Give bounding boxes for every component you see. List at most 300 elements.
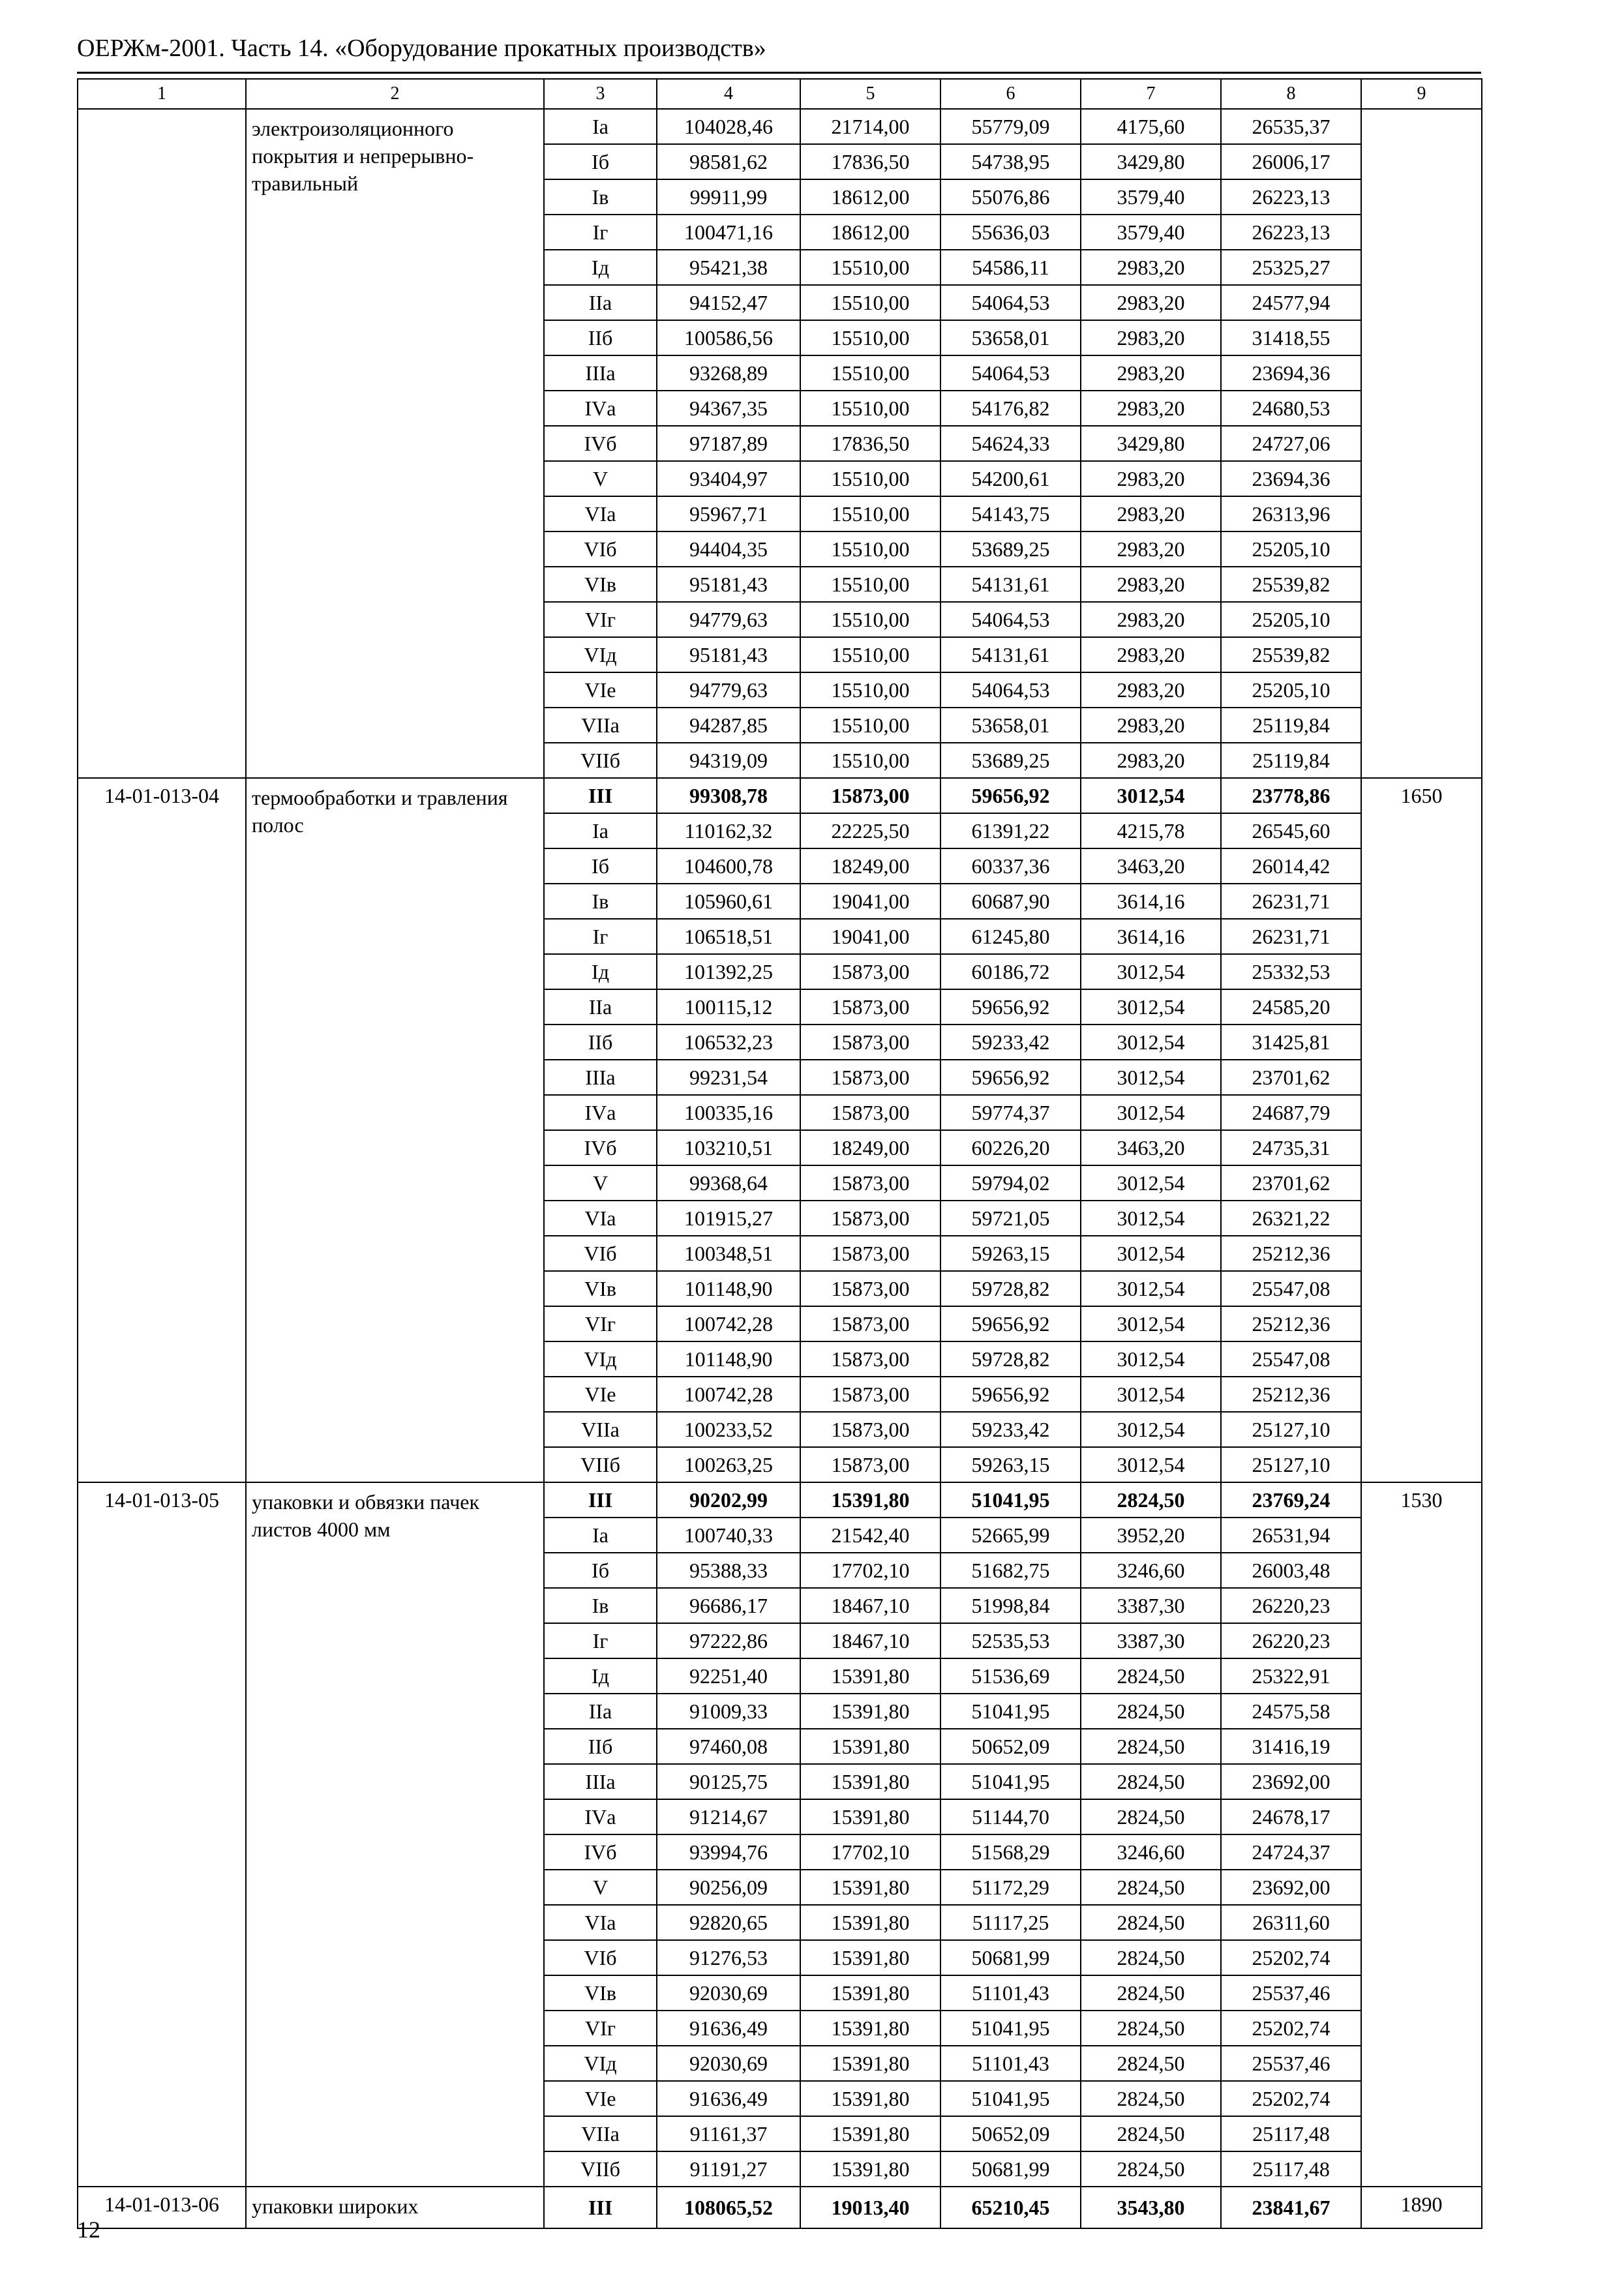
machine-cost-cell: 54586,11: [940, 250, 1081, 285]
total-cost-cell: 92030,69: [657, 2046, 800, 2081]
operator-wage-cell: 2983,20: [1081, 461, 1221, 496]
labor-hours-cell: 1530: [1361, 1482, 1482, 2187]
total-cost-cell: 97187,89: [657, 426, 800, 461]
labor-hours-cell: 1650: [1361, 778, 1482, 1482]
zone-cell: IVб: [544, 1130, 657, 1165]
zone-cell: Iб: [544, 1553, 657, 1588]
zone-cell: Iа: [544, 109, 657, 144]
zone-cell: VIе: [544, 672, 657, 708]
materials-cost-cell: 23692,00: [1221, 1764, 1361, 1799]
machine-cost-cell: 53689,25: [940, 743, 1081, 778]
machine-cost-cell: 54131,61: [940, 567, 1081, 602]
operator-wage-cell: 2824,50: [1081, 1870, 1221, 1905]
total-cost-cell: 94404,35: [657, 531, 800, 567]
labor-cost-cell: 15510,00: [800, 743, 940, 778]
labor-cost-cell: 15510,00: [800, 637, 940, 672]
materials-cost-cell: 25205,10: [1221, 602, 1361, 637]
labor-cost-cell: 15391,80: [800, 1799, 940, 1834]
labor-cost-cell: 15873,00: [800, 1271, 940, 1306]
total-cost-cell: 91636,49: [657, 2011, 800, 2046]
column-number-cell: 6: [940, 79, 1081, 109]
machine-cost-cell: 51101,43: [940, 2046, 1081, 2081]
zone-cell: VIIб: [544, 2151, 657, 2187]
zone-cell: IVа: [544, 391, 657, 426]
operator-wage-cell: 2983,20: [1081, 708, 1221, 743]
rate-code-cell: 14-01-013-06: [78, 2187, 246, 2228]
labor-cost-cell: 15510,00: [800, 708, 940, 743]
zone-cell: III: [544, 778, 657, 813]
total-cost-cell: 106532,23: [657, 1025, 800, 1060]
zone-cell: VIб: [544, 531, 657, 567]
machine-cost-cell: 54143,75: [940, 496, 1081, 531]
total-cost-cell: 110162,32: [657, 813, 800, 848]
materials-cost-cell: 25212,36: [1221, 1377, 1361, 1412]
zone-cell: VIг: [544, 2011, 657, 2046]
labor-hours-cell: 1890: [1361, 2187, 1482, 2228]
machine-cost-cell: 50681,99: [940, 1940, 1081, 1975]
labor-cost-cell: 15510,00: [800, 531, 940, 567]
labor-cost-cell: 15510,00: [800, 496, 940, 531]
operator-wage-cell: 3012,54: [1081, 1341, 1221, 1377]
labor-cost-cell: 15873,00: [800, 1447, 940, 1482]
total-cost-cell: 92030,69: [657, 1975, 800, 2011]
operator-wage-cell: 3012,54: [1081, 1201, 1221, 1236]
operator-wage-cell: 3012,54: [1081, 1412, 1221, 1447]
total-cost-cell: 103210,51: [657, 1130, 800, 1165]
zone-cell: VIд: [544, 1341, 657, 1377]
materials-cost-cell: 25332,53: [1221, 954, 1361, 989]
total-cost-cell: 106518,51: [657, 919, 800, 954]
materials-cost-cell: 24577,94: [1221, 285, 1361, 320]
total-cost-cell: 100335,16: [657, 1095, 800, 1130]
machine-cost-cell: 54738,95: [940, 144, 1081, 179]
total-cost-cell: 104028,46: [657, 109, 800, 144]
operator-wage-cell: 2824,50: [1081, 2011, 1221, 2046]
materials-cost-cell: 26220,23: [1221, 1588, 1361, 1623]
zone-cell: VIб: [544, 1940, 657, 1975]
materials-cost-cell: 24575,58: [1221, 1694, 1361, 1729]
zone-cell: III: [544, 1482, 657, 1518]
machine-cost-cell: 60337,36: [940, 848, 1081, 884]
zone-cell: VIе: [544, 1377, 657, 1412]
machine-cost-cell: 59233,42: [940, 1025, 1081, 1060]
operator-wage-cell: 3012,54: [1081, 989, 1221, 1025]
labor-cost-cell: 15391,80: [800, 1764, 940, 1799]
zone-cell: VIд: [544, 2046, 657, 2081]
materials-cost-cell: 23701,62: [1221, 1060, 1361, 1095]
total-cost-cell: 99308,78: [657, 778, 800, 813]
labor-cost-cell: 15510,00: [800, 672, 940, 708]
materials-cost-cell: 25202,74: [1221, 2011, 1361, 2046]
zone-cell: VIIб: [544, 1447, 657, 1482]
materials-cost-cell: 24680,53: [1221, 391, 1361, 426]
operator-wage-cell: 3463,20: [1081, 848, 1221, 884]
materials-cost-cell: 25539,82: [1221, 637, 1361, 672]
table-row: [78, 2187, 1482, 2228]
machine-cost-cell: 51117,25: [940, 1905, 1081, 1940]
equipment-name-cell: термообработки и травления полос: [246, 778, 544, 1482]
materials-cost-cell: 25202,74: [1221, 1940, 1361, 1975]
machine-cost-cell: 55779,09: [940, 109, 1081, 144]
total-cost-cell: 95421,38: [657, 250, 800, 285]
total-cost-cell: 101148,90: [657, 1271, 800, 1306]
total-cost-cell: 93404,97: [657, 461, 800, 496]
total-cost-cell: 91276,53: [657, 1940, 800, 1975]
labor-cost-cell: 15873,00: [800, 1377, 940, 1412]
operator-wage-cell: 2824,50: [1081, 2116, 1221, 2151]
zone-cell: Iб: [544, 144, 657, 179]
equipment-name-cell: упаковки широких: [246, 2187, 544, 2228]
labor-cost-cell: 15510,00: [800, 285, 940, 320]
labor-cost-cell: 15391,80: [800, 2081, 940, 2116]
materials-cost-cell: 26014,42: [1221, 848, 1361, 884]
total-cost-cell: 91009,33: [657, 1694, 800, 1729]
operator-wage-cell: 3012,54: [1081, 1165, 1221, 1201]
machine-cost-cell: 51041,95: [940, 1694, 1081, 1729]
materials-cost-cell: 26531,94: [1221, 1518, 1361, 1553]
materials-cost-cell: 23694,36: [1221, 355, 1361, 391]
operator-wage-cell: 3463,20: [1081, 1130, 1221, 1165]
materials-cost-cell: 25539,82: [1221, 567, 1361, 602]
materials-cost-cell: 31416,19: [1221, 1729, 1361, 1764]
labor-cost-cell: 15391,80: [800, 1940, 940, 1975]
labor-cost-cell: 15873,00: [800, 1201, 940, 1236]
machine-cost-cell: 59656,92: [940, 1377, 1081, 1412]
operator-wage-cell: 2824,50: [1081, 1940, 1221, 1975]
machine-cost-cell: 51101,43: [940, 1975, 1081, 2011]
labor-cost-cell: 18612,00: [800, 215, 940, 250]
page-header-title: ОЕРЖм-2001. Часть 14. «Оборудование прокатных производств»: [77, 35, 766, 62]
zone-cell: IVб: [544, 426, 657, 461]
zone-cell: Iа: [544, 1518, 657, 1553]
materials-cost-cell: 25127,10: [1221, 1447, 1361, 1482]
zone-cell: VIIа: [544, 1412, 657, 1447]
zone-cell: III: [544, 2187, 657, 2228]
machine-cost-cell: 59656,92: [940, 778, 1081, 813]
zone-cell: Iд: [544, 954, 657, 989]
zone-cell: IIа: [544, 285, 657, 320]
total-cost-cell: 91214,67: [657, 1799, 800, 1834]
rates-table: [77, 78, 1482, 2229]
labor-cost-cell: 21714,00: [800, 109, 940, 144]
rate-code-cell: 14-01-013-05: [78, 1482, 246, 2187]
materials-cost-cell: 31418,55: [1221, 320, 1361, 355]
operator-wage-cell: 3246,60: [1081, 1834, 1221, 1870]
machine-cost-cell: 51568,29: [940, 1834, 1081, 1870]
machine-cost-cell: 59721,05: [940, 1201, 1081, 1236]
labor-cost-cell: 15873,00: [800, 1341, 940, 1377]
header-rule: [77, 72, 1481, 74]
machine-cost-cell: 60687,90: [940, 884, 1081, 919]
column-number-cell: 8: [1221, 79, 1361, 109]
operator-wage-cell: 2983,20: [1081, 531, 1221, 567]
operator-wage-cell: 2824,50: [1081, 1799, 1221, 1834]
zone-cell: V: [544, 1165, 657, 1201]
labor-cost-cell: 15873,00: [800, 1060, 940, 1095]
total-cost-cell: 94367,35: [657, 391, 800, 426]
labor-cost-cell: 15873,00: [800, 1095, 940, 1130]
total-cost-cell: 90256,09: [657, 1870, 800, 1905]
total-cost-cell: 91191,27: [657, 2151, 800, 2187]
zone-cell: Iб: [544, 848, 657, 884]
table-row: [78, 778, 1482, 813]
machine-cost-cell: 55076,86: [940, 179, 1081, 215]
equipment-name-cell: упаковки и обвязки пачек листов 4000 мм: [246, 1482, 544, 2187]
total-cost-cell: 100740,33: [657, 1518, 800, 1553]
labor-cost-cell: 15873,00: [800, 1306, 940, 1341]
total-cost-cell: 101148,90: [657, 1341, 800, 1377]
machine-cost-cell: 50652,09: [940, 2116, 1081, 2151]
zone-cell: VIIа: [544, 2116, 657, 2151]
labor-cost-cell: 15391,80: [800, 2151, 940, 2187]
materials-cost-cell: 26313,96: [1221, 496, 1361, 531]
rate-code-cell: [78, 109, 246, 778]
zone-cell: IVа: [544, 1799, 657, 1834]
labor-cost-cell: 15391,80: [800, 2046, 940, 2081]
materials-cost-cell: 25119,84: [1221, 743, 1361, 778]
machine-cost-cell: 59794,02: [940, 1165, 1081, 1201]
total-cost-cell: 95181,43: [657, 567, 800, 602]
labor-cost-cell: 21542,40: [800, 1518, 940, 1553]
operator-wage-cell: 3579,40: [1081, 215, 1221, 250]
labor-cost-cell: 15510,00: [800, 250, 940, 285]
operator-wage-cell: 2983,20: [1081, 320, 1221, 355]
operator-wage-cell: 3012,54: [1081, 1271, 1221, 1306]
zone-cell: VIд: [544, 637, 657, 672]
machine-cost-cell: 52665,99: [940, 1518, 1081, 1553]
materials-cost-cell: 23778,86: [1221, 778, 1361, 813]
machine-cost-cell: 59656,92: [940, 989, 1081, 1025]
materials-cost-cell: 25202,74: [1221, 2081, 1361, 2116]
total-cost-cell: 98581,62: [657, 144, 800, 179]
materials-cost-cell: 23841,67: [1221, 2187, 1361, 2228]
labor-cost-cell: 15873,00: [800, 1412, 940, 1447]
column-number-cell: 7: [1081, 79, 1221, 109]
zone-cell: Iг: [544, 215, 657, 250]
machine-cost-cell: 61391,22: [940, 813, 1081, 848]
labor-cost-cell: 17702,10: [800, 1553, 940, 1588]
materials-cost-cell: 23692,00: [1221, 1870, 1361, 1905]
labor-cost-cell: 15873,00: [800, 778, 940, 813]
column-number-row: [78, 79, 1482, 109]
machine-cost-cell: 51041,95: [940, 2081, 1081, 2116]
labor-cost-cell: 15391,80: [800, 1870, 940, 1905]
machine-cost-cell: 51041,95: [940, 1764, 1081, 1799]
zone-cell: Iд: [544, 250, 657, 285]
machine-cost-cell: 51682,75: [940, 1553, 1081, 1588]
labor-cost-cell: 19041,00: [800, 884, 940, 919]
total-cost-cell: 92820,65: [657, 1905, 800, 1940]
zone-cell: IIа: [544, 1694, 657, 1729]
operator-wage-cell: 3012,54: [1081, 1447, 1221, 1482]
zone-cell: VIг: [544, 602, 657, 637]
zone-cell: VIв: [544, 567, 657, 602]
zone-cell: VIг: [544, 1306, 657, 1341]
labor-cost-cell: 15391,80: [800, 1905, 940, 1940]
machine-cost-cell: 53689,25: [940, 531, 1081, 567]
zone-cell: VIе: [544, 2081, 657, 2116]
labor-cost-cell: 17836,50: [800, 426, 940, 461]
operator-wage-cell: 3543,80: [1081, 2187, 1221, 2228]
machine-cost-cell: 54064,53: [940, 602, 1081, 637]
total-cost-cell: 97460,08: [657, 1729, 800, 1764]
operator-wage-cell: 2983,20: [1081, 637, 1221, 672]
operator-wage-cell: 2983,20: [1081, 672, 1221, 708]
operator-wage-cell: 2983,20: [1081, 391, 1221, 426]
materials-cost-cell: 25212,36: [1221, 1236, 1361, 1271]
column-number-cell: 9: [1361, 79, 1482, 109]
machine-cost-cell: 59263,15: [940, 1447, 1081, 1482]
column-number-cell: 3: [544, 79, 657, 109]
zone-cell: VIв: [544, 1271, 657, 1306]
materials-cost-cell: 24678,17: [1221, 1799, 1361, 1834]
total-cost-cell: 92251,40: [657, 1658, 800, 1694]
zone-cell: Iа: [544, 813, 657, 848]
materials-cost-cell: 23694,36: [1221, 461, 1361, 496]
materials-cost-cell: 24687,79: [1221, 1095, 1361, 1130]
machine-cost-cell: 60186,72: [940, 954, 1081, 989]
operator-wage-cell: 4175,60: [1081, 109, 1221, 144]
operator-wage-cell: 2983,20: [1081, 285, 1221, 320]
total-cost-cell: 90202,99: [657, 1482, 800, 1518]
labor-cost-cell: 19013,40: [800, 2187, 940, 2228]
operator-wage-cell: 2983,20: [1081, 743, 1221, 778]
zone-cell: Iв: [544, 884, 657, 919]
materials-cost-cell: 26220,23: [1221, 1623, 1361, 1658]
operator-wage-cell: 2983,20: [1081, 602, 1221, 637]
machine-cost-cell: 54131,61: [940, 637, 1081, 672]
operator-wage-cell: 2824,50: [1081, 1694, 1221, 1729]
machine-cost-cell: 51172,29: [940, 1870, 1081, 1905]
zone-cell: IIб: [544, 1729, 657, 1764]
materials-cost-cell: 25117,48: [1221, 2151, 1361, 2187]
materials-cost-cell: 26231,71: [1221, 884, 1361, 919]
zone-cell: Iд: [544, 1658, 657, 1694]
rate-code-cell: 14-01-013-04: [78, 778, 246, 1482]
operator-wage-cell: 3387,30: [1081, 1588, 1221, 1623]
labor-cost-cell: 18612,00: [800, 179, 940, 215]
labor-cost-cell: 15510,00: [800, 391, 940, 426]
labor-cost-cell: 15873,00: [800, 1236, 940, 1271]
materials-cost-cell: 26223,13: [1221, 179, 1361, 215]
operator-wage-cell: 3614,16: [1081, 884, 1221, 919]
column-number-cell: 1: [78, 79, 246, 109]
zone-cell: IIб: [544, 320, 657, 355]
machine-cost-cell: 59656,92: [940, 1306, 1081, 1341]
labor-cost-cell: 15391,80: [800, 1658, 940, 1694]
rates-table-body: [78, 79, 1482, 2228]
materials-cost-cell: 25127,10: [1221, 1412, 1361, 1447]
operator-wage-cell: 3614,16: [1081, 919, 1221, 954]
operator-wage-cell: 2824,50: [1081, 2151, 1221, 2187]
machine-cost-cell: 53658,01: [940, 320, 1081, 355]
total-cost-cell: 100586,56: [657, 320, 800, 355]
operator-wage-cell: 2983,20: [1081, 567, 1221, 602]
materials-cost-cell: 25205,10: [1221, 531, 1361, 567]
zone-cell: IIб: [544, 1025, 657, 1060]
total-cost-cell: 95181,43: [657, 637, 800, 672]
operator-wage-cell: 3246,60: [1081, 1553, 1221, 1588]
labor-cost-cell: 15510,00: [800, 355, 940, 391]
labor-cost-cell: 15391,80: [800, 1694, 940, 1729]
operator-wage-cell: 2824,50: [1081, 1482, 1221, 1518]
labor-cost-cell: 15873,00: [800, 989, 940, 1025]
materials-cost-cell: 26535,37: [1221, 109, 1361, 144]
total-cost-cell: 105960,61: [657, 884, 800, 919]
zone-cell: IVа: [544, 1095, 657, 1130]
machine-cost-cell: 59728,82: [940, 1341, 1081, 1377]
materials-cost-cell: 25547,08: [1221, 1341, 1361, 1377]
machine-cost-cell: 50681,99: [940, 2151, 1081, 2187]
zone-cell: Iв: [544, 1588, 657, 1623]
machine-cost-cell: 51536,69: [940, 1658, 1081, 1694]
total-cost-cell: 100471,16: [657, 215, 800, 250]
materials-cost-cell: 26231,71: [1221, 919, 1361, 954]
operator-wage-cell: 3387,30: [1081, 1623, 1221, 1658]
labor-cost-cell: 15873,00: [800, 1025, 940, 1060]
total-cost-cell: 91161,37: [657, 2116, 800, 2151]
machine-cost-cell: 59233,42: [940, 1412, 1081, 1447]
operator-wage-cell: 2824,50: [1081, 2046, 1221, 2081]
labor-cost-cell: 15391,80: [800, 1482, 940, 1518]
labor-cost-cell: 18467,10: [800, 1623, 940, 1658]
total-cost-cell: 108065,52: [657, 2187, 800, 2228]
table-row: [78, 1482, 1482, 1518]
total-cost-cell: 99911,99: [657, 179, 800, 215]
zone-cell: VIа: [544, 1201, 657, 1236]
total-cost-cell: 93994,76: [657, 1834, 800, 1870]
total-cost-cell: 101915,27: [657, 1201, 800, 1236]
materials-cost-cell: 25117,48: [1221, 2116, 1361, 2151]
labor-cost-cell: 15873,00: [800, 954, 940, 989]
labor-hours-cell: [1361, 109, 1482, 778]
machine-cost-cell: 50652,09: [940, 1729, 1081, 1764]
materials-cost-cell: 26321,22: [1221, 1201, 1361, 1236]
zone-cell: Iв: [544, 179, 657, 215]
materials-cost-cell: 25547,08: [1221, 1271, 1361, 1306]
total-cost-cell: 96686,17: [657, 1588, 800, 1623]
operator-wage-cell: 3952,20: [1081, 1518, 1221, 1553]
table-row: [78, 109, 1482, 144]
total-cost-cell: 95967,71: [657, 496, 800, 531]
materials-cost-cell: 25119,84: [1221, 708, 1361, 743]
materials-cost-cell: 26003,48: [1221, 1553, 1361, 1588]
zone-cell: VIIа: [544, 708, 657, 743]
materials-cost-cell: 26223,13: [1221, 215, 1361, 250]
materials-cost-cell: 23701,62: [1221, 1165, 1361, 1201]
materials-cost-cell: 26545,60: [1221, 813, 1361, 848]
operator-wage-cell: 2824,50: [1081, 1975, 1221, 2011]
total-cost-cell: 95388,33: [657, 1553, 800, 1588]
column-number-cell: 5: [800, 79, 940, 109]
total-cost-cell: 94779,63: [657, 602, 800, 637]
total-cost-cell: 99368,64: [657, 1165, 800, 1201]
labor-cost-cell: 18249,00: [800, 848, 940, 884]
labor-cost-cell: 15391,80: [800, 2116, 940, 2151]
machine-cost-cell: 54064,53: [940, 285, 1081, 320]
machine-cost-cell: 59656,92: [940, 1060, 1081, 1095]
operator-wage-cell: 3429,80: [1081, 144, 1221, 179]
materials-cost-cell: 25205,10: [1221, 672, 1361, 708]
operator-wage-cell: 4215,78: [1081, 813, 1221, 848]
machine-cost-cell: 54064,53: [940, 672, 1081, 708]
machine-cost-cell: 51041,95: [940, 1482, 1081, 1518]
machine-cost-cell: 51144,70: [940, 1799, 1081, 1834]
operator-wage-cell: 2824,50: [1081, 2081, 1221, 2116]
total-cost-cell: 100115,12: [657, 989, 800, 1025]
labor-cost-cell: 17836,50: [800, 144, 940, 179]
machine-cost-cell: 61245,80: [940, 919, 1081, 954]
